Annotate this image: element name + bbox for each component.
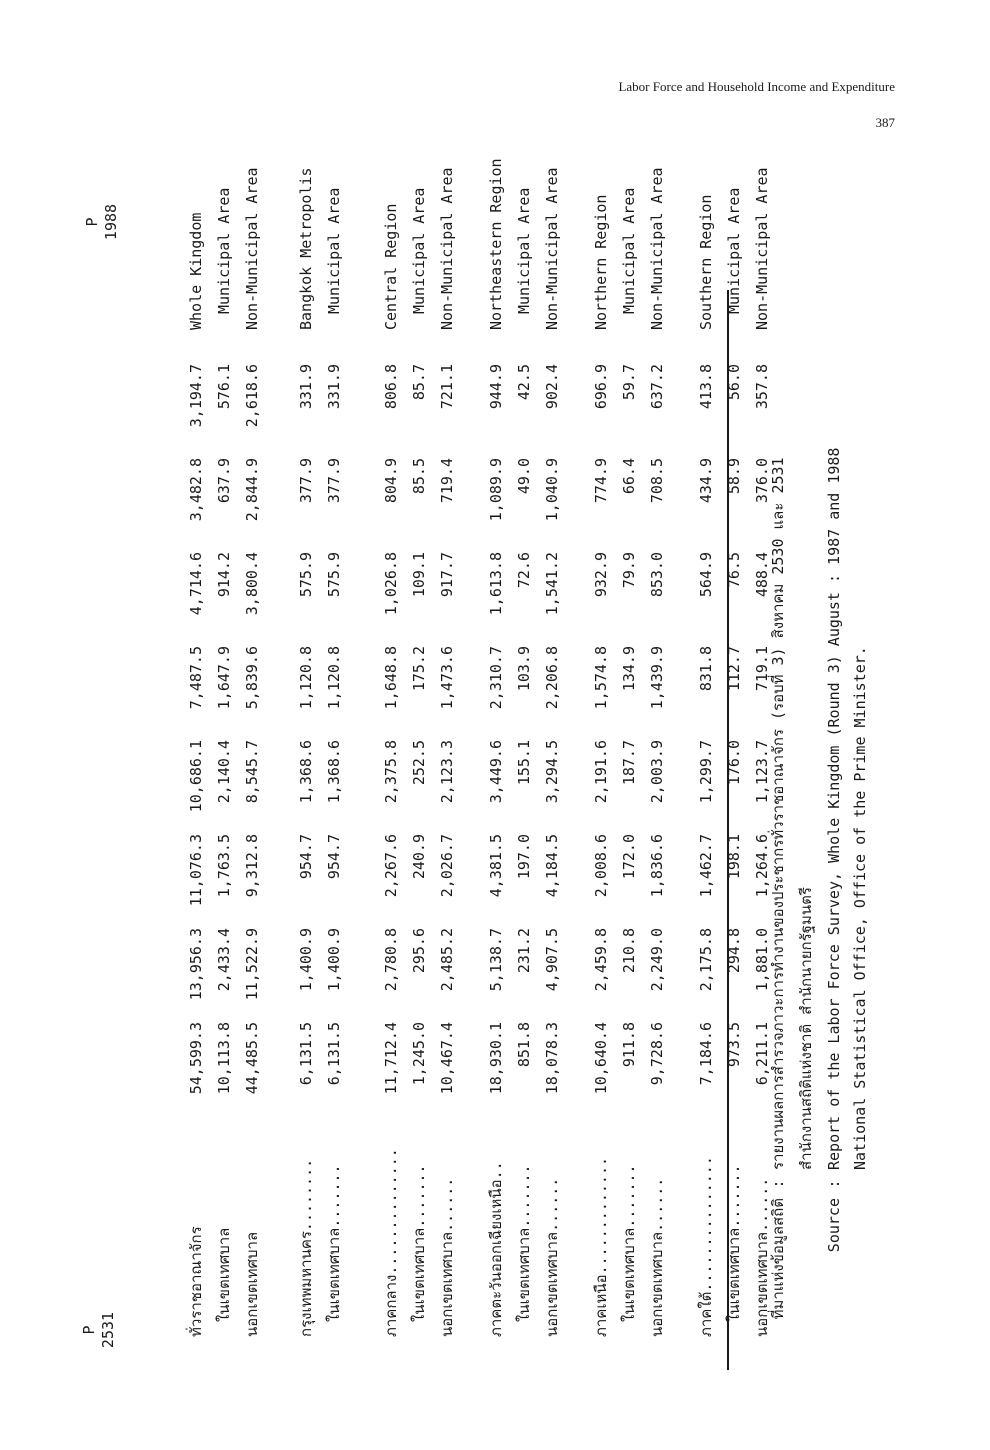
table-row xyxy=(587,0,615,1450)
table-cell: 54,599.3 xyxy=(187,1022,205,1095)
table-cell: 2,433.4 xyxy=(215,928,233,992)
footnote-source-line2: National Statistical Office, Office of the Prime Minister. xyxy=(851,646,869,1170)
table-cell: 954.7 xyxy=(325,834,343,880)
row-label-thai: นอกเขตเทศบาล...... xyxy=(648,1177,666,1337)
table-cell: 7,184.6 xyxy=(697,1022,715,1086)
table-cell: 10,686.1 xyxy=(187,740,205,813)
footnote-colon: : xyxy=(825,1179,843,1189)
table-row xyxy=(482,0,510,1450)
table-cell: 853.0 xyxy=(648,552,666,598)
table-cell: 1,368.6 xyxy=(297,740,315,804)
table-cell: 6,211.1 xyxy=(753,1022,771,1086)
table-cell: 6,131.5 xyxy=(297,1022,315,1086)
table-cell: 44,485.5 xyxy=(243,1022,261,1095)
table-cell: 295.6 xyxy=(410,928,428,974)
table-cell: 175.2 xyxy=(410,646,428,692)
table-cell: 49.0 xyxy=(515,458,533,495)
row-label-english: Southern Region xyxy=(697,194,715,330)
table-cell: 109.1 xyxy=(410,552,428,598)
row-label-thai: ภาคเหนือ............. xyxy=(592,1156,610,1337)
table-bottom-rule xyxy=(727,290,729,1370)
table-cell: 1,462.7 xyxy=(697,834,715,898)
row-label-thai: ในเขตเทศบาล....... xyxy=(515,1164,533,1322)
table-cell: 1,613.8 xyxy=(487,552,505,616)
table-cell: 11,712.4 xyxy=(382,1022,400,1095)
row-label-english: Non-Municipal Area xyxy=(438,167,456,330)
table-cell: 103.9 xyxy=(515,646,533,692)
table-cell: 2,375.8 xyxy=(382,740,400,804)
table-cell: 2,459.8 xyxy=(592,928,610,992)
footnote-thai-line1: รายงานผลการสำรวจภาวะการทำงานของประชากรทั่วราชอาณาจักร (รอบที่ 3) สิงหาคม 2530 และ 2531 xyxy=(769,457,787,1170)
table-cell: 3,482.8 xyxy=(187,458,205,522)
table-row xyxy=(405,0,433,1450)
footnote-source xyxy=(820,448,848,1340)
row-label-english: Northern Region xyxy=(592,194,610,330)
table-cell: 357.8 xyxy=(753,364,771,410)
table-cell: 4,381.5 xyxy=(487,834,505,898)
table-cell: 18,078.3 xyxy=(543,1022,561,1095)
table-cell: 172.0 xyxy=(620,834,638,880)
footnote-source-line1: Report of the Labor Force Survey, Whole Kingdom (Round 3) August : 1987 and 1988 xyxy=(825,447,843,1170)
table-cell: 331.9 xyxy=(297,364,315,410)
table-cell: 575.9 xyxy=(297,552,315,598)
table-cell: 576.1 xyxy=(215,364,233,410)
table-cell: 902.4 xyxy=(543,364,561,410)
table-cell: 1,647.9 xyxy=(215,646,233,710)
table-cell: 5,839.6 xyxy=(243,646,261,710)
table-cell: 2,844.9 xyxy=(243,458,261,522)
table-cell: 4,714.6 xyxy=(187,552,205,616)
row-label-english: Non-Municipal Area xyxy=(543,167,561,330)
row-label-english: Municipal Area xyxy=(215,187,233,314)
row-label-english: Non-Municipal Area xyxy=(753,167,771,330)
table-cell: 637.9 xyxy=(215,458,233,504)
table-cell: 2,485.2 xyxy=(438,928,456,992)
footnote-source-second xyxy=(846,646,874,1340)
table-row xyxy=(433,0,461,1450)
table-cell: 9,312.8 xyxy=(243,834,261,898)
table-cell: 637.2 xyxy=(648,364,666,410)
year-header-english xyxy=(83,192,121,252)
region-group xyxy=(377,0,461,1450)
table-cell: 1,541.2 xyxy=(543,552,561,616)
table-cell: 240.9 xyxy=(410,834,428,880)
table-cell: 10,113.8 xyxy=(215,1022,233,1095)
table-cell: 9,728.6 xyxy=(648,1022,666,1086)
table-cell: 575.9 xyxy=(325,552,343,598)
table-cell: 1,120.8 xyxy=(297,646,315,710)
table-cell: 85.5 xyxy=(410,458,428,495)
table-cell: 2,780.8 xyxy=(382,928,400,992)
table-cell: 1,439.9 xyxy=(648,646,666,710)
year-label: 2531 xyxy=(99,1311,117,1349)
row-label-english: Central Region xyxy=(382,203,400,330)
row-label-thai: ในเขตเทศบาล....... xyxy=(410,1164,428,1322)
table-cell: 944.9 xyxy=(487,364,505,410)
table-row xyxy=(720,0,748,1450)
table-row xyxy=(692,0,720,1450)
table-cell: 831.8 xyxy=(697,646,715,692)
row-label-thai: ภาคกลาง.............. xyxy=(382,1148,400,1337)
table-cell: 377.9 xyxy=(325,458,343,504)
table-cell: 3,800.4 xyxy=(243,552,261,616)
table-cell: 973.5 xyxy=(725,1022,743,1068)
table-cell: 2,206.8 xyxy=(543,646,561,710)
table-cell: 1,881.0 xyxy=(753,928,771,992)
footnote-source-label: Source xyxy=(825,1198,843,1253)
table-cell: 413.8 xyxy=(697,364,715,410)
table-cell: 187.7 xyxy=(620,740,638,786)
table-cell: 2,008.6 xyxy=(592,834,610,898)
row-label-english: Bangkok Metropolis xyxy=(297,167,315,330)
table-cell: 252.5 xyxy=(410,740,428,786)
table-row xyxy=(615,0,643,1450)
table-cell: 488.4 xyxy=(753,552,771,598)
row-label-english: Northeastern Region xyxy=(487,158,505,330)
table-cell: 914.2 xyxy=(215,552,233,598)
table-cell: 2,191.6 xyxy=(592,740,610,804)
table-row xyxy=(538,0,566,1450)
table-cell: 85.7 xyxy=(410,364,428,401)
row-label-thai: ภาคใต้............... xyxy=(697,1156,715,1337)
table-cell: 1,368.6 xyxy=(325,740,343,804)
table-cell: 2,249.0 xyxy=(648,928,666,992)
table-row xyxy=(320,0,348,1450)
row-label-thai: กรุงเทพมหานคร........ xyxy=(297,1158,315,1337)
footnote-thai xyxy=(764,457,792,1340)
table-cell: 42.5 xyxy=(515,364,533,401)
row-label-english: Municipal Area xyxy=(325,187,343,314)
table-cell: 2,003.9 xyxy=(648,740,666,804)
table-cell: 294.8 xyxy=(725,928,743,974)
preliminary-mark: P xyxy=(83,217,101,227)
table-cell: 1,400.9 xyxy=(297,928,315,992)
row-label-thai: ในเขตเทศบาล....... xyxy=(725,1164,743,1322)
table-cell: 6,131.5 xyxy=(325,1022,343,1086)
table-cell: 197.0 xyxy=(515,834,533,880)
table-cell: 2,618.6 xyxy=(243,364,261,428)
table-row xyxy=(210,0,238,1450)
table-cell: 932.9 xyxy=(592,552,610,598)
table-cell: 59.7 xyxy=(620,364,638,401)
table-cell: 331.9 xyxy=(325,364,343,410)
table-cell: 1,264.6 xyxy=(753,834,771,898)
table-cell: 1,574.8 xyxy=(592,646,610,710)
row-label-thai: ในเขตเทศบาล xyxy=(215,1227,233,1322)
footnote-colon: : xyxy=(769,1179,787,1189)
table-cell: 7,487.5 xyxy=(187,646,205,710)
table-row xyxy=(182,0,210,1450)
table-cell: 176.0 xyxy=(725,740,743,786)
table-cell: 10,640.4 xyxy=(592,1022,610,1095)
table-cell: 2,310.7 xyxy=(487,646,505,710)
table-row xyxy=(377,0,405,1450)
row-label-english: Whole Kingdom xyxy=(187,212,205,330)
table-cell: 774.9 xyxy=(592,458,610,504)
table-cell: 3,194.7 xyxy=(187,364,205,428)
table-cell: 2,267.6 xyxy=(382,834,400,898)
table-cell: 804.9 xyxy=(382,458,400,504)
table-cell: 1,648.8 xyxy=(382,646,400,710)
table-row xyxy=(238,0,266,1450)
table-cell: 1,836.6 xyxy=(648,834,666,898)
row-label-thai: ภาคตะวันออกเฉียงเหนือ.. xyxy=(487,1161,505,1337)
table-cell: 719.1 xyxy=(753,646,771,692)
table-cell: 806.8 xyxy=(382,364,400,410)
row-label-thai: นอกเขตเทศบาล...... xyxy=(753,1177,771,1337)
row-label-english: Municipal Area xyxy=(620,187,638,314)
table-cell: 231.2 xyxy=(515,928,533,974)
table-cell: 434.9 xyxy=(697,458,715,504)
table-cell: 1,763.5 xyxy=(215,834,233,898)
table-cell: 1,473.6 xyxy=(438,646,456,710)
table-cell: 66.4 xyxy=(620,458,638,495)
table-cell: 696.9 xyxy=(592,364,610,410)
footnote-thai-line2: สำนักงานสถิติแห่งชาติ สำนักนายกรัฐมนตรี xyxy=(797,887,815,1170)
year-label: 1988 xyxy=(102,203,120,241)
table-cell: 1,040.9 xyxy=(543,458,561,522)
table-cell: 2,140.4 xyxy=(215,740,233,804)
table-cell: 18,930.1 xyxy=(487,1022,505,1095)
table-cell: 72.6 xyxy=(515,552,533,589)
table-cell: 1,400.9 xyxy=(325,928,343,992)
table-cell: 1,089.9 xyxy=(487,458,505,522)
rotated-table-page xyxy=(40,0,869,1450)
table-cell: 11,076.3 xyxy=(187,834,205,907)
preliminary-mark: P xyxy=(80,1325,98,1335)
table-cell: 58.9 xyxy=(725,458,743,495)
footnote-thai-second xyxy=(792,887,820,1340)
row-label-thai: นอกเขตเทศบาล...... xyxy=(543,1177,561,1337)
table-cell: 1,120.8 xyxy=(325,646,343,710)
table-cell: 2,123.3 xyxy=(438,740,456,804)
table-cell: 10,467.4 xyxy=(438,1022,456,1095)
table-cell: 5,138.7 xyxy=(487,928,505,992)
table-cell: 3,294.5 xyxy=(543,740,561,804)
region-group xyxy=(182,0,266,1450)
table-cell: 11,522.9 xyxy=(243,928,261,1001)
region-group xyxy=(292,0,348,1450)
table-cell: 719.4 xyxy=(438,458,456,504)
table-cell: 376.0 xyxy=(753,458,771,504)
row-label-english: Municipal Area xyxy=(410,187,428,314)
row-label-english: Non-Municipal Area xyxy=(648,167,666,330)
table-cell: 1,245.0 xyxy=(410,1022,428,1086)
table-cell: 210.8 xyxy=(620,928,638,974)
table-cell: 1,026.8 xyxy=(382,552,400,616)
row-label-english: Non-Municipal Area xyxy=(243,167,261,330)
row-label-thai: ทั่วราชอาณาจักร xyxy=(187,1226,205,1337)
row-label-thai: นอกเขตเทศบาล...... xyxy=(438,1177,456,1337)
table-cell: 721.1 xyxy=(438,364,456,410)
year-header-thai xyxy=(80,1300,118,1360)
table-cell: 3,449.6 xyxy=(487,740,505,804)
table-cell: 56.0 xyxy=(725,364,743,401)
row-label-thai: นอกเขตเทศบาล xyxy=(243,1231,261,1337)
table-cell: 917.7 xyxy=(438,552,456,598)
table-cell: 954.7 xyxy=(297,834,315,880)
table-cell: 4,184.5 xyxy=(543,834,561,898)
table-cell: 76.5 xyxy=(725,552,743,589)
running-head: Labor Force and Household Income and Expenditure xyxy=(618,79,895,94)
table-cell: 112.7 xyxy=(725,646,743,692)
table-row xyxy=(510,0,538,1450)
table-cell: 851.8 xyxy=(515,1022,533,1068)
table-cell: 911.8 xyxy=(620,1022,638,1068)
table-cell: 2,175.8 xyxy=(697,928,715,992)
table-cell: 2,026.7 xyxy=(438,834,456,898)
table-cell: 8,545.7 xyxy=(243,740,261,804)
row-label-english: Municipal Area xyxy=(515,187,533,314)
table-cell: 1,299.7 xyxy=(697,740,715,804)
table-row xyxy=(643,0,671,1450)
table-cell: 79.9 xyxy=(620,552,638,589)
region-group xyxy=(587,0,671,1450)
table-cell: 1,123.7 xyxy=(753,740,771,804)
row-label-thai: ในเขตเทศบาล....... xyxy=(325,1164,343,1322)
row-label-english: Municipal Area xyxy=(725,187,743,314)
table-cell: 198.1 xyxy=(725,834,743,880)
page-number: 387 xyxy=(875,115,895,130)
table-cell: 13,956.3 xyxy=(187,928,205,1001)
table-row xyxy=(292,0,320,1450)
table-cell: 4,907.5 xyxy=(543,928,561,992)
table-cell: 134.9 xyxy=(620,646,638,692)
region-group xyxy=(482,0,566,1450)
table-cell: 377.9 xyxy=(297,458,315,504)
table-cell: 564.9 xyxy=(697,552,715,598)
table-cell: 708.5 xyxy=(648,458,666,504)
table-cell: 155.1 xyxy=(515,740,533,786)
footnote-thai-label: ที่มาแห่งข้อมูลสถิติ xyxy=(769,1198,787,1320)
row-label-thai: ในเขตเทศบาล....... xyxy=(620,1164,638,1322)
